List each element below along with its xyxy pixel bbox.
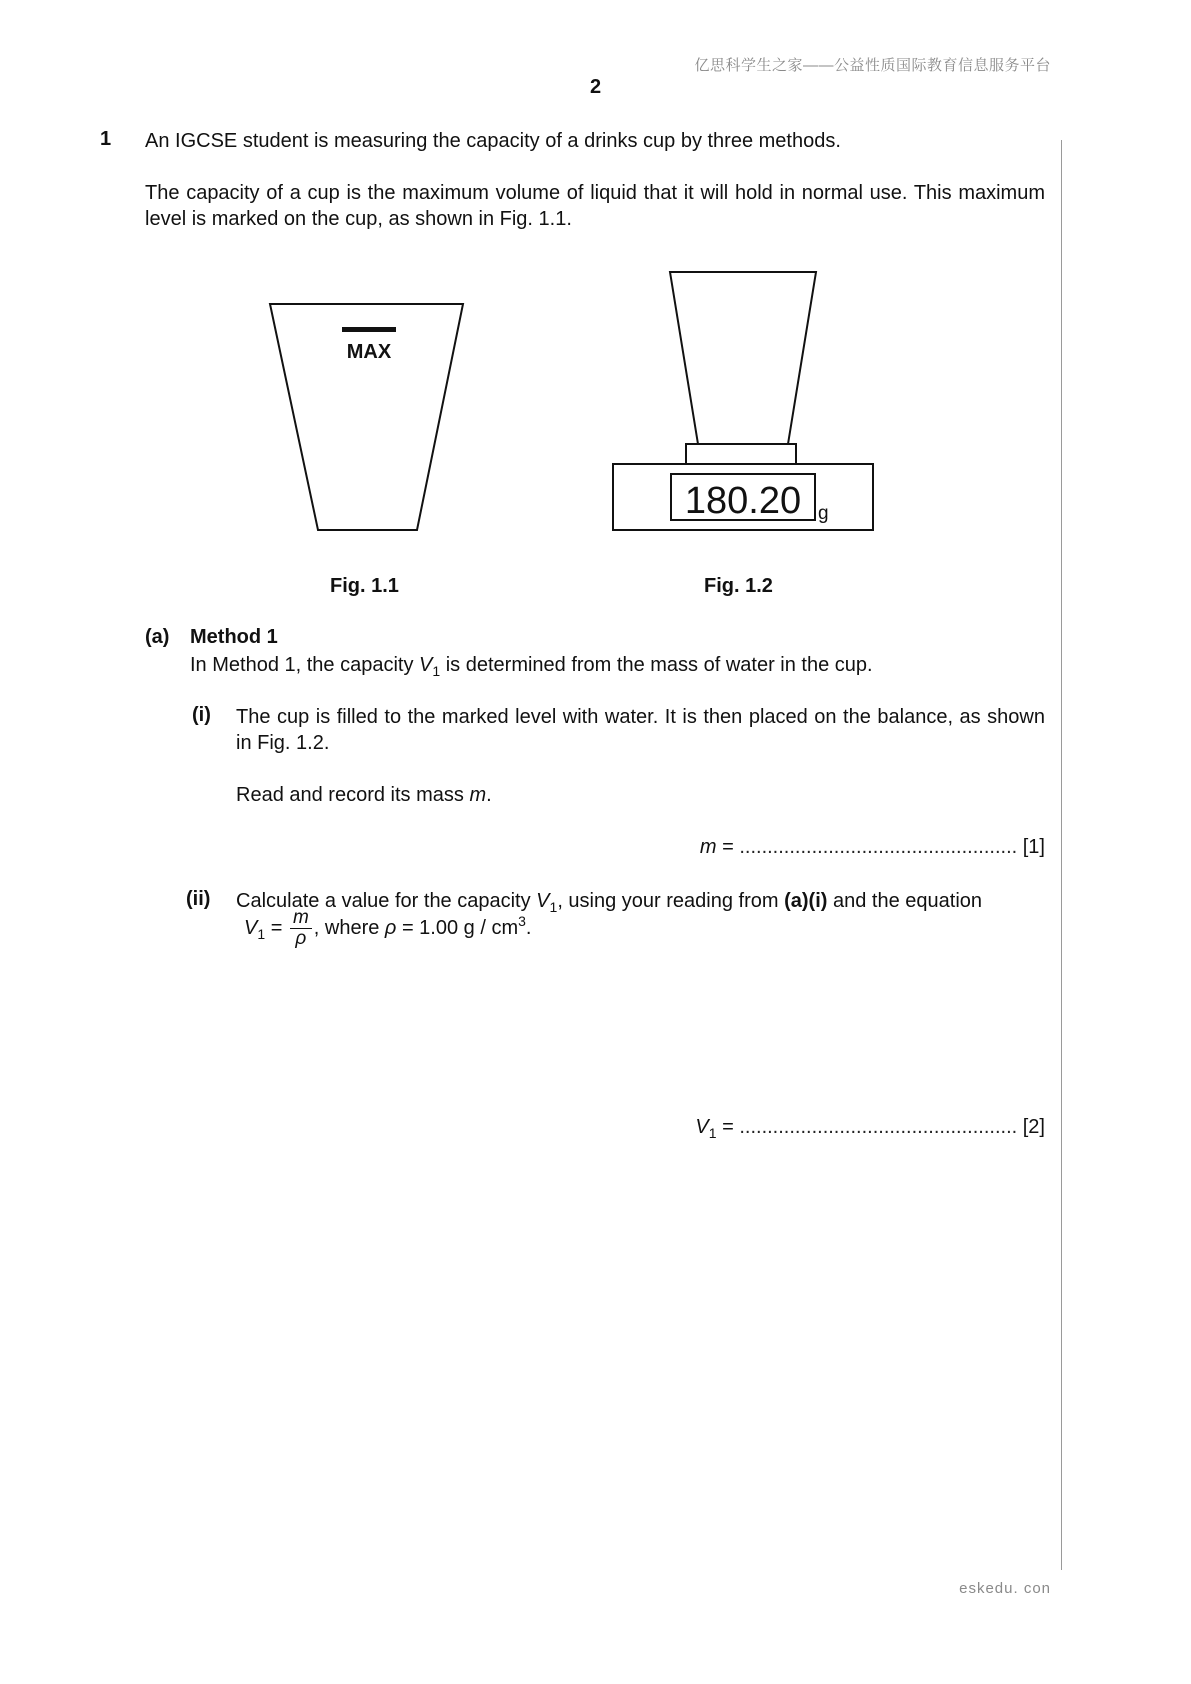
- max-level-mark: [342, 327, 396, 332]
- page-number: 2: [589, 76, 602, 98]
- equation-fraction: $\frac{m}{\rho}$: [290, 908, 312, 949]
- part-a-ii-text: Calculate a value for the capacity $V_1$, using your reading from (a)(i) and the equation: [236, 890, 983, 915]
- balance-pan: [686, 444, 796, 464]
- part-a-ii-label: (ii): [186, 888, 211, 910]
- capacity-answer-dots: ..................................................: [739, 1116, 1018, 1138]
- part-a-label: (a): [145, 626, 170, 648]
- mass-answer-line[interactable]: m = .................................................. [1]: [699, 836, 1045, 858]
- part-a-title: Method 1: [190, 626, 278, 648]
- margin-line: [1061, 140, 1062, 1570]
- fig-1-2-caption: Fig. 1.2: [704, 575, 773, 597]
- cup-max-label: MAX: [346, 341, 392, 363]
- part-a-intro: In Method 1, the capacity $V_1$ is determined from the mass of water in the cup.: [190, 654, 873, 679]
- balance-display-reading: 180.20: [684, 480, 802, 522]
- part-a-i-text: The cup is filled to the marked level with water. It is then placed on the balance, as shown in Fig. 1.2.: [236, 706, 1045, 754]
- part-a-ii-equation: $V_1$ = $\frac{m}{\rho}$ , where ρ = 1.00 g / $cm^3$.: [244, 907, 532, 949]
- mass-answer-dots: ..................................................: [739, 836, 1018, 858]
- capacity-answer-line[interactable]: $V_1$ = .................................................. [2]: [695, 1116, 1045, 1141]
- header-watermark: 亿思科学生之家——公益性质国际教育信息服务平台: [694, 57, 1051, 74]
- part-a-i-label: (i): [192, 704, 211, 726]
- part-a-i-marks: [1]: [1022, 836, 1045, 858]
- fig-1-1-cup-diagram: [265, 296, 470, 536]
- cup-outline: [270, 304, 463, 530]
- footer-watermark: eskedu. con: [959, 1580, 1051, 1597]
- cup-on-balance: [670, 272, 816, 444]
- question-description: The capacity of a cup is the maximum volume of liquid that it will hold in normal use. This maximum level is marked on the cup, as shown in Fig. 1.1.: [145, 182, 1045, 230]
- question-number: 1: [100, 128, 112, 150]
- part-a-ii-marks: [2]: [1022, 1116, 1045, 1138]
- balance-unit-label: g: [818, 503, 829, 524]
- fig-1-2-balance-diagram: [608, 268, 878, 536]
- fig-1-1-caption: Fig. 1.1: [330, 575, 399, 597]
- part-a-i-instruction: Read and record its mass m.: [236, 784, 492, 806]
- question-intro: An IGCSE student is measuring the capacity of a drinks cup by three methods.: [145, 130, 841, 152]
